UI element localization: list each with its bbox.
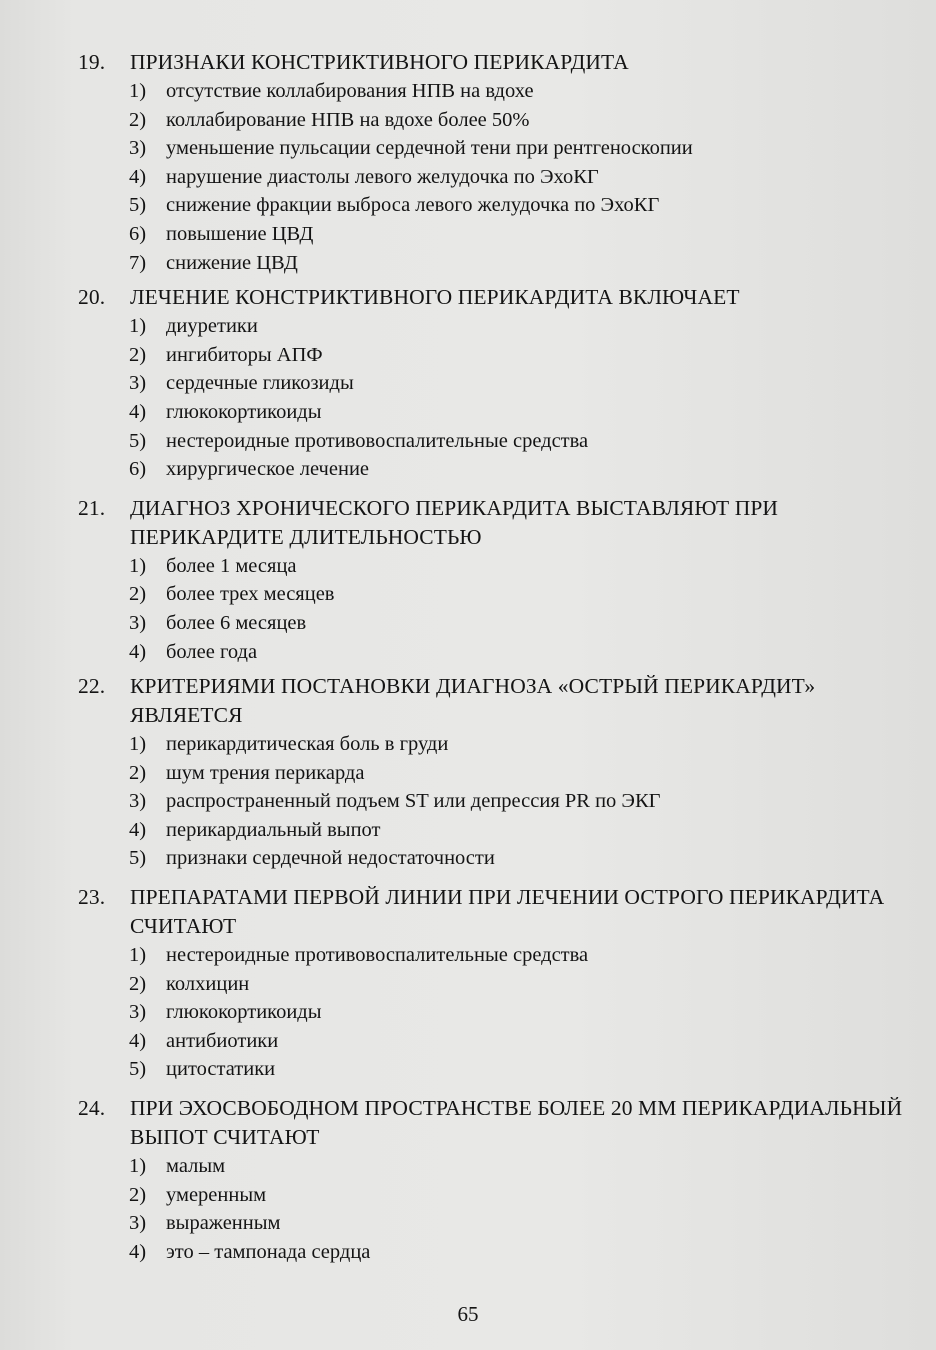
- question-text: ДИАГНОЗ ХРОНИЧЕСКОГО ПЕРИКАРДИТА ВЫСТАВЛЯЮТ ПРИ ПЕРИКАРДИТЕ ДЛИТЕЛЬНОСТЬЮ: [130, 495, 778, 549]
- option-number: 4): [129, 640, 147, 663]
- option-number: 1): [129, 315, 147, 338]
- option-number: 2): [129, 108, 147, 131]
- answer-option: [129, 427, 914, 456]
- answer-option: [129, 106, 914, 135]
- option-number: 2): [129, 1183, 147, 1206]
- question-text: ПРЕПАРАТАМИ ПЕРВОЙ ЛИНИИ ПРИ ЛЕЧЕНИИ ОСТРОГО ПЕРИКАРДИТА СЧИТАЮТ: [130, 885, 885, 939]
- answer-option: [129, 220, 914, 249]
- answer-option: [129, 1152, 914, 1181]
- option-number: 2): [129, 583, 147, 606]
- option-text: снижение фракции выброса левого желудочка по ЭхоКГ: [166, 194, 660, 217]
- answer-option: [129, 369, 914, 398]
- option-text: диуретики: [166, 315, 258, 338]
- option-number: 4): [129, 1029, 147, 1052]
- question-number: 20.: [78, 285, 106, 310]
- answer-option: [129, 609, 914, 638]
- option-text: более 6 месяцев: [166, 611, 307, 634]
- option-text: более трех месяцев: [166, 583, 335, 606]
- question-list: [78, 48, 914, 1266]
- option-number: 4): [129, 400, 147, 423]
- question-text: ПРИ ЭХОСВОБОДНОМ ПРОСТРАНСТВЕ БОЛЕЕ 20 ММ ПЕРИКАРДИАЛЬНЫЙ ВЫПОТ СЧИТАЮТ: [130, 1096, 903, 1150]
- option-text: шум трения перикарда: [166, 761, 365, 784]
- question-number: 22.: [78, 674, 106, 699]
- option-text: повышение ЦВД: [166, 222, 314, 245]
- option-number: 3): [129, 1212, 147, 1235]
- option-text: колхицин: [166, 972, 250, 995]
- answer-option: [129, 816, 914, 845]
- answer-options: [78, 730, 914, 873]
- question-23: [78, 883, 914, 1084]
- question-heading: [78, 48, 914, 77]
- option-text: нестероидные противовоспалительные средства: [166, 429, 589, 452]
- option-number: 6): [129, 458, 147, 481]
- option-text: глюкокортикоиды: [166, 1001, 322, 1024]
- option-number: 4): [129, 818, 147, 841]
- option-text: снижение ЦВД: [166, 251, 298, 274]
- option-text: малым: [166, 1155, 226, 1178]
- option-text: более 1 месяца: [166, 554, 297, 577]
- answer-options: [78, 1152, 914, 1266]
- question-24: [78, 1094, 914, 1266]
- option-number: 4): [129, 165, 147, 188]
- question-21: [78, 494, 914, 666]
- question-22: [78, 672, 914, 873]
- option-number: 1): [129, 1155, 147, 1178]
- question-heading: [78, 672, 914, 730]
- option-number: 6): [129, 222, 147, 245]
- option-text: нарушение диастолы левого желудочка по ЭхоКГ: [166, 165, 599, 188]
- answer-option: [129, 638, 914, 667]
- answer-option: [129, 341, 914, 370]
- option-number: 5): [129, 1058, 147, 1081]
- option-text: распространенный подъем ST или депрессия PR по ЭКГ: [166, 790, 661, 813]
- answer-option: [129, 1209, 914, 1238]
- option-number: 3): [129, 790, 147, 813]
- answer-option: [129, 1238, 914, 1267]
- option-number: 7): [129, 251, 147, 274]
- option-text: хирургическое лечение: [166, 458, 370, 481]
- answer-option: [129, 455, 914, 484]
- option-number: 2): [129, 343, 147, 366]
- option-text: коллабирование НПВ на вдохе более 50%: [166, 108, 530, 131]
- answer-option: [129, 398, 914, 427]
- question-number: 19.: [78, 50, 106, 74]
- option-number: 1): [129, 554, 147, 577]
- option-text: это – тампонада сердца: [166, 1240, 371, 1263]
- answer-option: [129, 730, 914, 759]
- option-text: выраженным: [166, 1212, 281, 1235]
- question-heading: [78, 883, 914, 941]
- answer-option: [129, 1181, 914, 1210]
- answer-option: [129, 191, 914, 220]
- option-text: антибиотики: [166, 1029, 279, 1052]
- answer-option: [129, 1027, 914, 1056]
- question-text: ПРИЗНАКИ КОНСТРИКТИВНОГО ПЕРИКАРДИТА: [130, 50, 629, 74]
- option-text: ингибиторы АПФ: [166, 343, 323, 366]
- option-number: 5): [129, 847, 147, 870]
- option-number: 2): [129, 972, 147, 995]
- answer-option: [129, 844, 914, 873]
- option-number: 2): [129, 761, 147, 784]
- answer-option: [129, 970, 914, 999]
- option-text: уменьшение пульсации сердечной тени при рентгеноскопии: [166, 137, 693, 160]
- question-19: [78, 48, 914, 277]
- option-number: 5): [129, 194, 147, 217]
- option-text: более года: [166, 640, 258, 663]
- question-text: КРИТЕРИЯМИ ПОСТАНОВКИ ДИАГНОЗА «ОСТРЫЙ ПЕРИКАРДИТ» ЯВЛЯЕТСЯ: [130, 674, 816, 728]
- option-text: нестероидные противовоспалительные средства: [166, 944, 589, 967]
- question-number: 23.: [78, 885, 106, 910]
- option-text: цитостатики: [166, 1058, 276, 1081]
- option-number: 1): [129, 733, 147, 756]
- answer-options: [78, 552, 914, 666]
- question-20: [78, 283, 914, 484]
- answer-option: [129, 941, 914, 970]
- option-text: умеренным: [166, 1183, 267, 1206]
- question-heading: [78, 1094, 914, 1152]
- question-heading: [78, 283, 914, 312]
- answer-option: [129, 249, 914, 278]
- answer-option: [129, 1055, 914, 1084]
- question-text: ЛЕЧЕНИЕ КОНСТРИКТИВНОГО ПЕРИКАРДИТА ВКЛЮЧАЕТ: [130, 285, 740, 310]
- answer-option: [129, 312, 914, 341]
- answer-option: [129, 787, 914, 816]
- option-number: 1): [129, 944, 147, 967]
- question-number: 21.: [78, 495, 106, 520]
- option-text: признаки сердечной недостаточности: [166, 847, 495, 870]
- question-heading: [78, 494, 914, 552]
- question-number: 24.: [78, 1096, 106, 1121]
- answer-options: [78, 77, 914, 277]
- page-number: 65: [457, 1302, 479, 1326]
- option-text: перикардиальный выпот: [166, 818, 381, 841]
- option-text: перикардитическая боль в груди: [166, 733, 449, 756]
- option-number: 3): [129, 137, 147, 160]
- answer-option: [129, 580, 914, 609]
- answer-option: [129, 759, 914, 788]
- answer-option: [129, 77, 914, 106]
- answer-options: [78, 941, 914, 1084]
- option-number: 5): [129, 429, 147, 452]
- option-text: глюкокортикоиды: [166, 400, 322, 423]
- option-number: 1): [129, 80, 147, 102]
- option-text: сердечные гликозиды: [166, 372, 354, 395]
- option-number: 3): [129, 1001, 147, 1024]
- answer-option: [129, 552, 914, 581]
- option-number: 3): [129, 372, 147, 395]
- option-number: 3): [129, 611, 147, 634]
- answer-options: [78, 312, 914, 484]
- answer-option: [129, 134, 914, 163]
- option-text: отсутствие коллабирования НПВ на вдохе: [166, 80, 534, 102]
- option-number: 4): [129, 1240, 147, 1263]
- answer-option: [129, 163, 914, 192]
- answer-option: [129, 998, 914, 1027]
